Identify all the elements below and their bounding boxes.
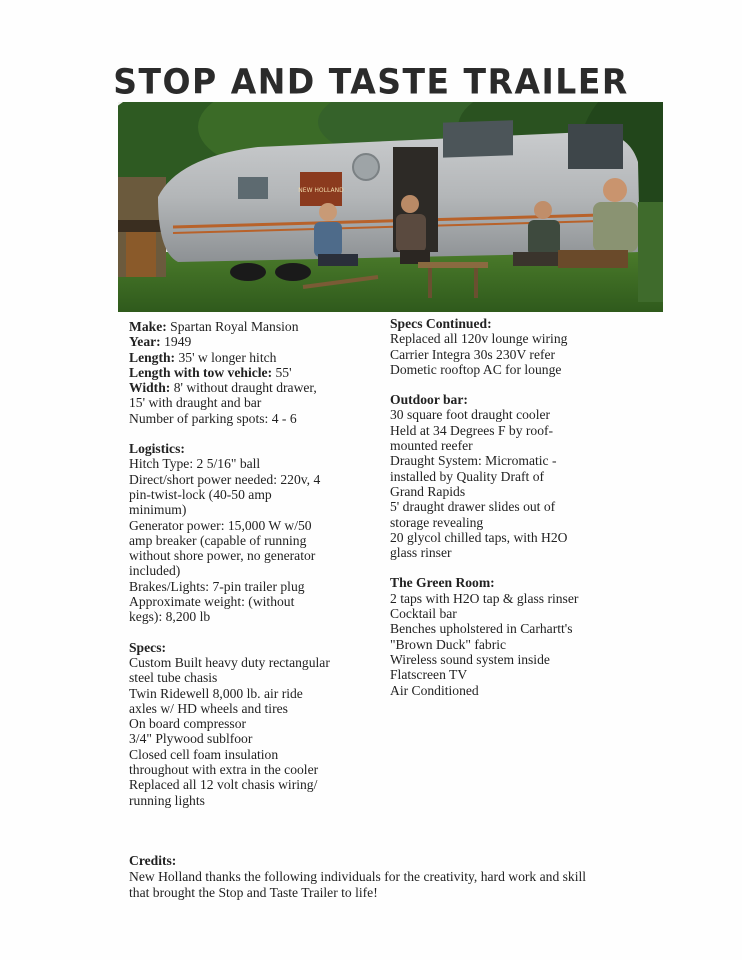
credits-text: New Holland thanks the following individuals for the creativity, hard work and skill that brought the Stop and Taste Trailer to life!	[129, 869, 587, 900]
logistics-line: pin-twist-lock (40-50 amp	[129, 486, 272, 502]
outdoor-bar-line: glass rinser	[390, 545, 452, 561]
outdoor-bar-line: 20 glycol chilled taps, with H2O	[390, 529, 568, 545]
width-value: 8' without draught drawer,	[170, 380, 317, 396]
outdoor-bar-heading: Outdoor bar:	[390, 392, 468, 408]
specs-heading: Specs:	[129, 639, 167, 655]
outdoor-bar-line: Grand Rapids	[390, 483, 466, 499]
sign-text: NEW HOLLAND	[298, 187, 344, 194]
logistics-line: Approximate weight: (without	[129, 594, 295, 610]
logistics-heading: Logistics:	[129, 441, 185, 457]
width-cont: 15' with draught and bar	[129, 395, 262, 411]
specs-continued-line: Replaced all 120v lounge wiring	[390, 331, 568, 347]
specs-line: steel tube chasis	[129, 670, 218, 686]
specs-line: 3/4" Plywood sublfoor	[129, 731, 253, 747]
outdoor-bar-line: Held at 34 Degrees F by roof-	[390, 422, 554, 438]
outdoor-bar-line: installed by Quality Draft of	[390, 468, 545, 484]
outdoor-bar-line: storage revealing	[390, 514, 484, 530]
right-column	[390, 316, 615, 698]
parking-line: Number of parking spots: 4 - 6	[129, 410, 297, 426]
logistics-line: Direct/short power needed: 220v, 4	[129, 471, 321, 487]
specs-line: Closed cell foam insulation	[129, 746, 279, 762]
credits-section	[129, 853, 609, 901]
length-tow-value: 55'	[272, 364, 292, 380]
specs-line: On board compressor	[129, 716, 247, 732]
logistics-line: included)	[129, 563, 181, 579]
logistics-line: without shore power, no generator	[129, 548, 316, 564]
year-line	[129, 334, 364, 349]
width-line	[129, 380, 364, 395]
outdoor-bar-line: 30 square foot draught cooler	[390, 407, 551, 423]
specs-continued-heading: Specs Continued:	[390, 316, 492, 331]
outdoor-bar-line: mounted reefer	[390, 438, 473, 454]
specs-line: throughout with extra in the cooler	[129, 762, 319, 778]
green-room-line: Flatscreen TV	[390, 667, 468, 683]
length-label: Length:	[129, 349, 176, 365]
specs-continued-line: Carrier Integra 30s 230V refer	[390, 346, 556, 362]
green-room-line: "Brown Duck" fabric	[390, 636, 507, 652]
specs-line: Twin Ridewell 8,000 lb. air ride	[129, 685, 303, 701]
specs-line: axles w/ HD wheels and tires	[129, 700, 288, 716]
left-column	[129, 319, 364, 808]
width-label: Width:	[129, 380, 171, 396]
outdoor-bar-line: Draught System: Micromatic -	[390, 453, 557, 469]
green-room-line: 2 taps with H2O tap & glass rinser	[390, 590, 579, 606]
logistics-line: minimum)	[129, 502, 187, 518]
make-label: Make:	[129, 319, 167, 334]
length-tow-line	[129, 365, 364, 380]
specs-continued-line: Dometic rooftop AC for lounge	[390, 361, 562, 377]
new-holland-sign	[298, 172, 344, 206]
green-room-line: Cocktail bar	[390, 606, 457, 622]
logistics-line: Hitch Type: 2 5/16" ball	[129, 456, 261, 472]
logistics-line: Brakes/Lights: 7-pin trailer plug	[129, 578, 305, 594]
logistics-line: kegs): 8,200 lb	[129, 609, 211, 625]
trailer-photo	[118, 102, 663, 312]
specs-line: Custom Built heavy duty rectangular	[129, 654, 330, 670]
length-line	[129, 350, 364, 365]
length-tow-label: Length with tow vehicle:	[129, 364, 273, 380]
outdoor-bar-line: 5' draught drawer slides out of	[390, 499, 556, 515]
green-room-line: Benches upholstered in Carhartt's	[390, 621, 573, 637]
year-label: Year:	[129, 334, 161, 350]
logistics-line: amp breaker (capable of running	[129, 532, 307, 548]
page-title: STOP AND TASTE TRAILER	[113, 61, 629, 102]
credits-heading: Credits:	[129, 853, 177, 868]
specs-line: running lights	[129, 792, 205, 808]
green-room-line: Wireless sound system inside	[390, 651, 550, 667]
green-room-line: Air Conditioned	[390, 682, 479, 698]
green-room-heading: The Green Room:	[390, 575, 495, 591]
make-value: Spartan Royal Mansion	[166, 319, 299, 334]
logistics-line: Generator power: 15,000 W w/50	[129, 517, 312, 533]
make-line	[129, 319, 364, 334]
year-value: 1949	[160, 334, 192, 350]
length-value: 35' w longer hitch	[175, 349, 277, 365]
specs-line: Replaced all 12 volt chasis wiring/	[129, 777, 318, 793]
